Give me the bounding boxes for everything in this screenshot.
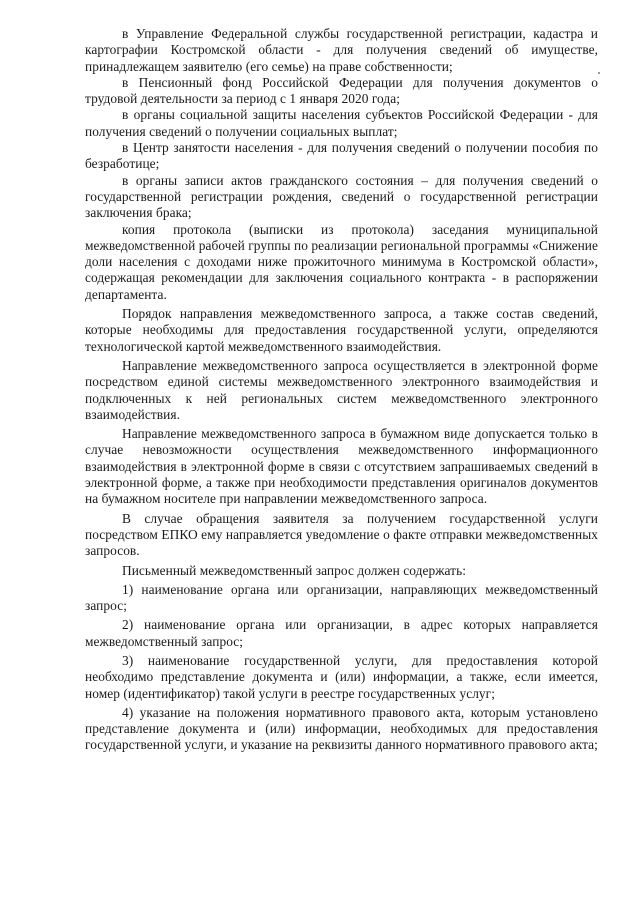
paragraph-employment-center: в Центр занятости населения - для получения сведений о получении пособия по безработице;	[85, 140, 598, 172]
list-item-3: 3) наименование государственной услуги, для предоставления которой необходимо представление документа и (или) информации, а также, если имеется, номер (идентификатор) такой услуги в реестре государственных услуг;	[85, 652, 598, 701]
paragraph-pension-fund: в Пенсионный фонд Российской Федерации для получения документов о трудовой деятельности за период с 1 января 2020 года;	[85, 74, 598, 107]
paragraph-electronic-request: Направление межведомственного запроса осуществляется в электронной форме посредством единой системы межведомственного электронного взаимодействия и подключенных к ней региональных систем межведомственного электронного взаимодействия.	[85, 357, 598, 422]
paragraph-request-procedure: Порядок направления межведомственного запроса, а также состав сведений, которые необходимы для предоставления государственной услуги, определяются технологической картой межведомственного взаимодействия.	[85, 306, 598, 354]
paragraph-protocol-copy: копия протокола (выписки из протокола) заседания муниципальной межведомственной рабочей группы по реализации региональной программы «Снижение доли населения с доходами ниже прожиточного минимума в Костромской области», содержащая рекомендации для заключения социального контракта - в распоряжении департамента.	[85, 221, 598, 302]
paragraph-request-contents: Письменный межведомственный запрос должен содержать:	[122, 562, 466, 578]
paragraph-paper-request: Направление межведомственного запроса в бумажном виде допускается только в случае невозможности осуществления межведомственного информационного взаимодействия в электронной форме в связи с отсутствием запрашиваемых сведений в электронной форме, а также при необходимости представления оригиналов документов на бумажном носителе при направлении межведомственного запроса.	[85, 426, 598, 507]
paragraph-civil-registry: в органы записи актов гражданского состояния – для получения сведений о государственной регистрации рождения, сведений о государственной регистрации заключения брака;	[85, 172, 598, 221]
list-item-2: 2) наименование органа или организации, в адрес которых направляется межведомственный запрос;	[85, 617, 598, 649]
paragraph-epko-notification: В случае обращения заявителя за получением государственной услуги посредством ЕПКО ему направляется уведомление о факте отправки межведомственных запросов.	[85, 510, 598, 559]
list-item-4: 4) указание на положения нормативного правового акта, которым установлено представление документа и (или) информации, необходимых для предоставления государственной услуги, и указание на реквизиты данного нормативного правового акта;	[85, 704, 598, 753]
margin-mark	[598, 72, 600, 74]
list-item-1: 1) наименование органа или организации, направляющих межведомственный запрос;	[85, 581, 598, 614]
paragraph-social-protection: в органы социальной защиты населения субъектов Российской Федерации - для получения сведений о получении социальных выплат;	[85, 107, 598, 139]
paragraph-rosreestr: в Управление Федеральной службы государственной регистрации, кадастра и картографии Костромской области - для получения сведений об имуществе, принадлежащем заявителю (его семье) на праве собственности;	[85, 26, 598, 74]
